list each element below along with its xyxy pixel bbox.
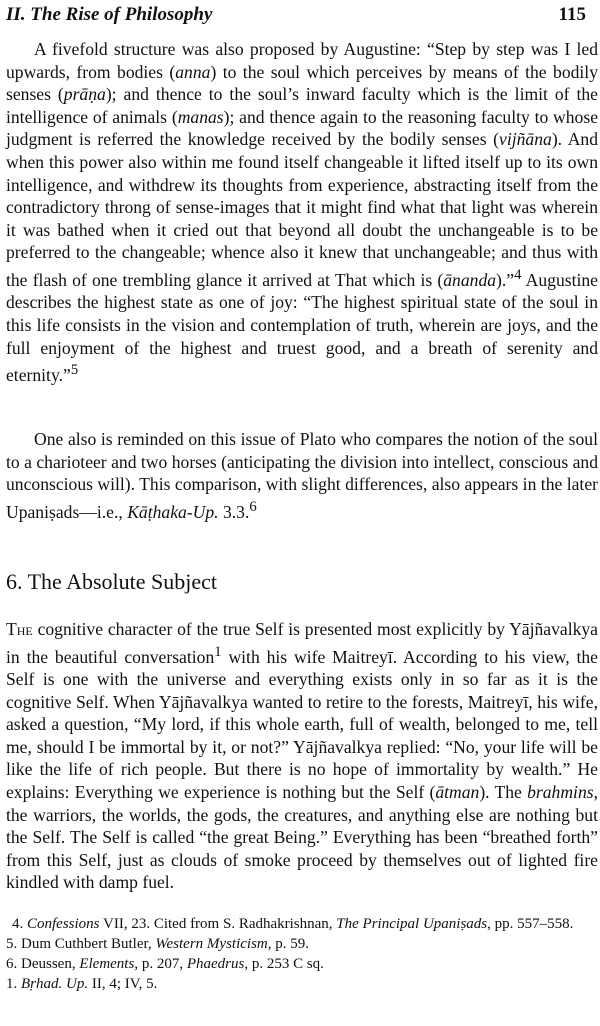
paragraph-absolute-subject: The cognitive character of the true Self is presented most explicitly by Yājñavalkya in the beautiful conversation$^1$ with his wife Maitreyī. According to his view, the Self is one with the universe and everything exists only in so far as it is the cognitive Self. When Yājñavalkya wanted to retire to the forests, Maitreyī, his wife, asked a question, “My lord, if this whole earth, full of wealth, belonged to me, tell me, should I be immortal by it, or not?” Yājñavalkya replied: “No, your life will be like the life of rich people. But there is no hope of immortality by wealth.” He explains: Everything we experience is nothing but the Self (ātman). The brahmins, the warriors, the worlds, the gods, the creatures, and anything else are nothing but the Self. The Self is called “the great Being.” Everything has been “breathed forth” from this Self, just as clouds of smoke proceed by themselves out of lighted fire kindled with damp fuel.	[6, 619, 598, 893]
footnote-6: 6. Deussen, Elements, p. 207, Phaedrus, p. 253 C sq.	[6, 956, 324, 972]
page-number: 115	[558, 4, 586, 25]
footnotes	[6, 914, 596, 994]
paragraph-augustine: A fivefold structure was also proposed by Augustine: “Step by step was I led upwards, from bodies (anna) to the soul which perceives by means of the bodily senses (prāṇa); and thence to the soul’s inward faculty which is the limit of the intelligence of animals (manas); and thence again to the reasoning faculty to whose judgment is referred the knowledge received by the bodily senses (vijñāna). And when this power also within me found itself changeable it lifted itself up to its own intelligence, and withdrew its thoughts from experience, abstracting itself from the contradictory throng of sense-images that it might find what that light was wherein it was bathed when it cried out that beyond all doubt the unchangeable is to be preferred to the changeable; whence also it knew that unchangeable; and thus with the flash of one trembling glance it arrived at That which is (ānanda).”$^4$ Augustine describes the highest state as one of joy: “The highest spiritual state of the soul in this life consists in the vision and contemplation of truth, wherein are joys, and the full enjoyment of the highest and truest good, and a breath of serenity and eternity.”$^5$	[6, 39, 599, 386]
footnote-1: 1. Bṛhad. Up. II, 4; IV, 5.	[6, 976, 158, 992]
section-heading: 6. The Absolute Subject	[6, 569, 218, 594]
lead-word: The	[6, 619, 33, 639]
footnote-ref-6[interactable]: 6	[249, 498, 257, 515]
running-title: II. The Rise of Philosophy	[6, 4, 213, 25]
footnote-5: 5. Dum Cuthbert Butler, Western Mysticism, p. 59.	[6, 936, 309, 952]
footnote-ref-1[interactable]: 1	[214, 643, 222, 660]
paragraph-plato: One also is reminded on this issue of Plato who compares the notion of the soul to a charioteer and two horses (anticipating the division into intellect, conscious and unconscious will). This comparison, with slight differences, also appears in the later Upaniṣads—i.e., Kāṭhaka-Up. 3.3.$^6$	[6, 429, 598, 522]
footnote-ref-5[interactable]: 5	[70, 362, 79, 379]
footnote-4: 4. Confessions VII, 23. Cited from S. Radhakrishnan, The Principal Upaniṣads, pp. 557–558.	[12, 916, 574, 932]
footnote-ref-4[interactable]: 4	[514, 266, 522, 283]
running-header	[6, 4, 586, 28]
